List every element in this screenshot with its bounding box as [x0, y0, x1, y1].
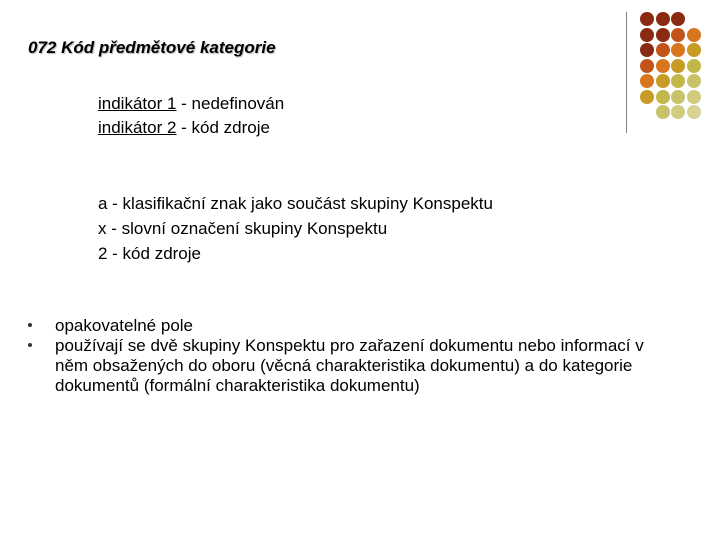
decorative-dot — [656, 43, 670, 57]
subfield-2: 2 - kód zdroje — [98, 244, 201, 263]
decorative-dot — [640, 43, 654, 57]
decorative-dot — [671, 12, 685, 26]
indicator-1-term: indikátor 1 — [98, 94, 177, 113]
decorative-dot — [687, 74, 701, 88]
decorative-dot — [671, 59, 685, 73]
decorative-dot — [671, 74, 685, 88]
bullet-item-repeatable — [28, 316, 668, 336]
decorative-dot — [687, 43, 701, 57]
bullet-text: používají se dvě skupiny Konspektu pro zařazení dokumentu nebo informací v něm obsažených do oboru (věcná charakteristika dokumentu) a do kategorie dokumentů (formální charakteristika dokumentu) — [55, 336, 644, 395]
decorative-dot — [656, 59, 670, 73]
bullet-item-usage — [28, 336, 668, 396]
indicator-2-term: indikátor 2 — [98, 118, 177, 137]
decorative-dot — [671, 43, 685, 57]
indicator-list — [98, 92, 284, 140]
subfield-a: a - klasifikační znak jako součást skupiny Konspektu — [98, 194, 493, 213]
indicator-2-desc: - kód zdroje — [176, 118, 270, 137]
decorative-dot — [640, 90, 654, 104]
bullet-icon — [28, 343, 32, 347]
decorative-dot — [656, 105, 670, 119]
decorative-dot — [640, 59, 654, 73]
decorative-dot-grid — [638, 10, 718, 120]
decorative-dot — [656, 12, 670, 26]
decorative-divider — [626, 12, 627, 133]
decorative-dot — [671, 105, 685, 119]
bullet-list — [28, 316, 668, 396]
decorative-dot — [671, 90, 685, 104]
decorative-dot — [687, 105, 701, 119]
slide-title: 072 Kód předmětové kategorie — [28, 38, 276, 57]
decorative-dot — [640, 74, 654, 88]
decorative-dot — [656, 74, 670, 88]
decorative-dot — [640, 28, 654, 42]
decorative-dot — [687, 90, 701, 104]
bullet-text: opakovatelné pole — [55, 316, 194, 335]
subfield-x: x - slovní označení skupiny Konspektu — [98, 219, 388, 238]
decorative-dot — [687, 59, 701, 73]
decorative-dot — [640, 12, 654, 26]
decorative-dot — [671, 28, 685, 42]
indicator-2 — [98, 116, 284, 140]
decorative-dot — [656, 28, 670, 42]
indicator-1 — [98, 92, 284, 116]
bullet-icon — [28, 323, 32, 327]
subfield-list — [98, 191, 493, 266]
decorative-dot — [656, 90, 670, 104]
indicator-1-desc: - nedefinován — [176, 94, 285, 113]
decorative-dot — [687, 28, 701, 42]
